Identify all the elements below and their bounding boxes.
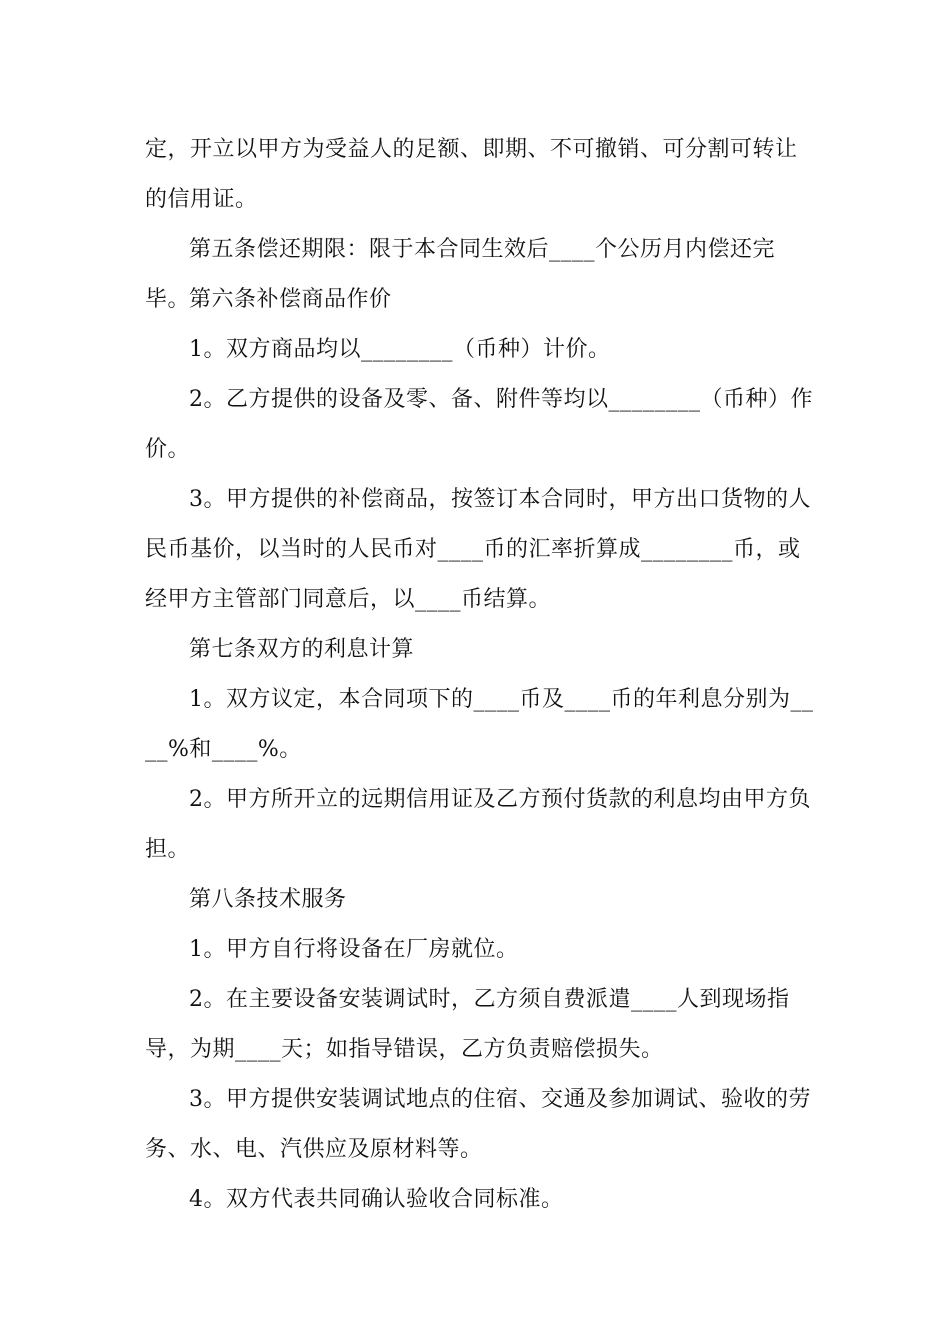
paragraph-article-6-item-1: 1。双方商品均以________（币种）计价。	[189, 337, 611, 362]
paragraph-article-8-item-3: 3。甲方提供安装调试地点的住宿、交通及参加调试、验收的劳务、水、电、汽供应及原材料等。	[145, 1087, 811, 1162]
paragraph-article-8-item-4: 4。双方代表共同确认验收合同标准。	[189, 1187, 564, 1212]
paragraph-article-8-item-1: 1。甲方自行将设备在厂房就位。	[189, 937, 519, 962]
heading-article-8: 第八条技术服务	[189, 887, 347, 912]
paragraph-article-8-item-2: 2。在主要设备安装调试时，乙方须自费派遣____人到现场指导，为期____天；如指导错误，乙方负责赔偿损失。	[145, 987, 790, 1062]
paragraph-article-7-item-2: 2。甲方所开立的远期信用证及乙方预付货款的利息均由甲方负担。	[145, 787, 811, 862]
paragraph-article-7-item-1: 1。双方议定，本合同项下的____币及____币的年利息分别为____%和____%。	[145, 687, 814, 762]
paragraph-article-5: 第五条偿还期限：限于本合同生效后____个公历月内偿还完毕。	[145, 237, 776, 312]
heading-article-6: 第六条补偿商品作价	[189, 287, 392, 312]
paragraph-continuation: 定，开立以甲方为受益人的足额、即期、不可撤销、可分割可转让的信用证。	[145, 137, 798, 212]
paragraph-article-6-item-2: 2。乙方提供的设备及零、备、附件等均以________（币种）作价。	[145, 387, 813, 462]
heading-article-7: 第七条双方的利息计算	[189, 637, 415, 662]
paragraph-article-6-item-3: 3。甲方提供的补偿商品，按签订本合同时，甲方出口货物的人民币基价，以当时的人民币对____币的汇率折算成________币，或经甲方主管部门同意后，以____币结算。	[145, 487, 811, 612]
